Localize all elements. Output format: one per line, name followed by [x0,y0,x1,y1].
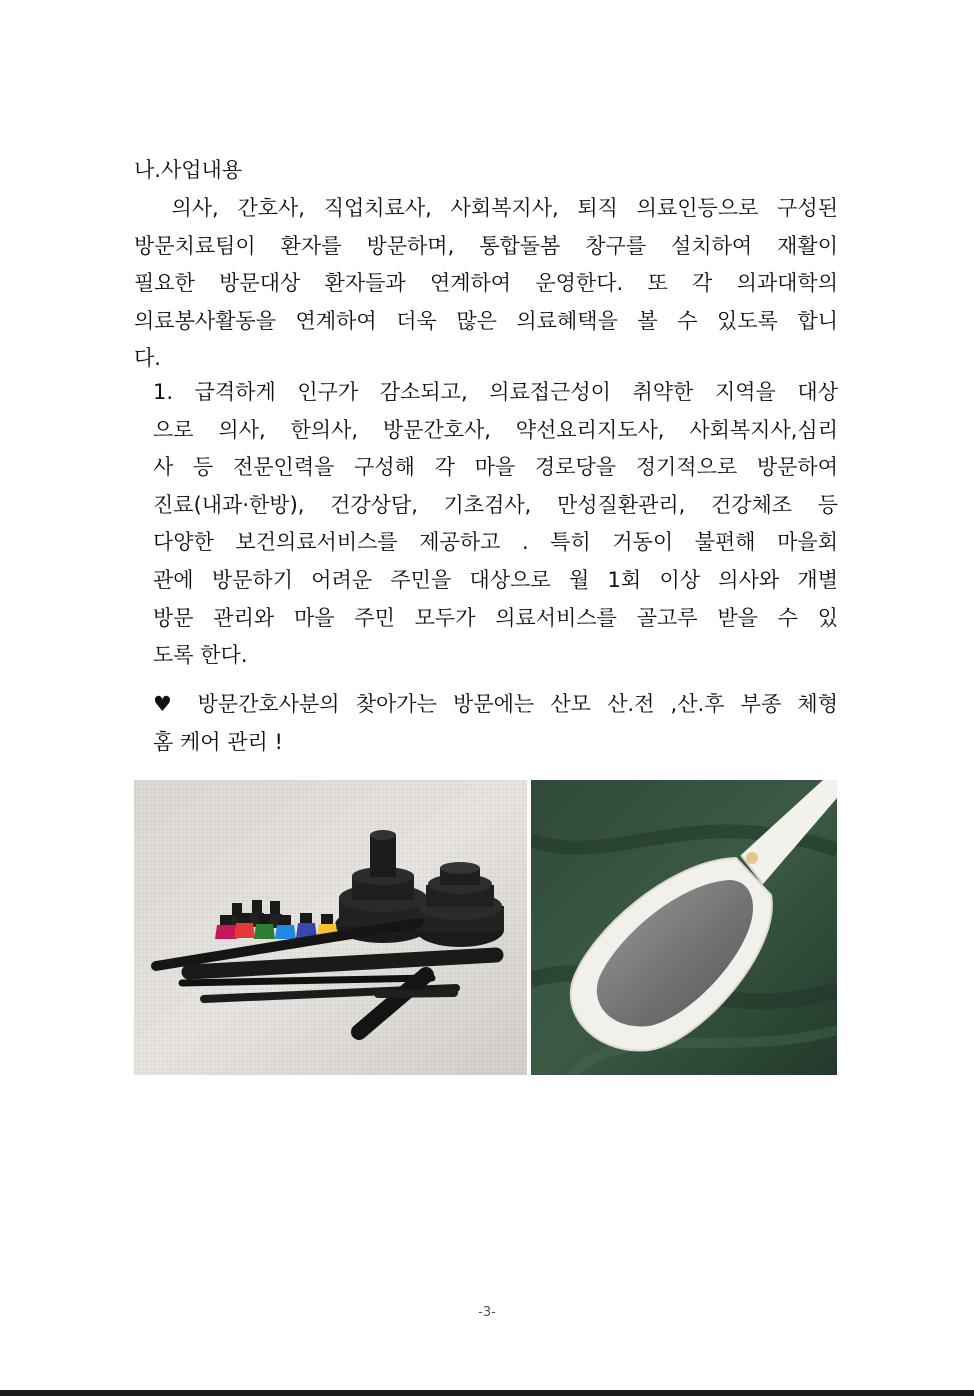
item-line: 다양한 보건의료서비스를 제공하고 . 특히 거동이 불편해 마을회 [153,530,838,555]
item-line: 도록 한다. [153,643,248,668]
paragraph-line: 의사, 간호사, 직업치료사, 사회복지사, 퇴직 의료인등으로 구성된 [134,196,838,220]
note-line: 홈 케어 관리 ! [153,729,283,754]
item-line: 방문 관리와 마을 주민 모두가 의료서비스를 골고루 받을 수 있 [153,605,838,630]
item-line: 사 등 전문인력을 구성해 각 마을 경로당을 정기적으로 방문하여 [153,455,838,480]
photo-row [134,780,837,1075]
care-device-photo [531,780,837,1075]
numbered-item-1 [153,374,838,675]
item-line: 관에 방문하기 어려운 주민을 대상으로 월 1회 이상 의사와 개별 [153,567,838,592]
page-number: -3- [478,1305,496,1320]
paragraph-line: 방문치료팀이 환자를 방문하며, 통합돌봄 창구를 설치하여 재활이 [134,233,838,258]
paragraph-line: 다. [134,346,161,370]
item-line: 1. 급격하게 인구가 감소되고, 의료접근성이 취약한 지역을 대상 [153,380,838,404]
care-note [153,686,838,761]
paragraph-line: 필요한 방문대상 환자들과 연계하여 운영한다. 또 각 의과대학의 [134,271,838,295]
item-line: 진료(내과·한방), 건강상담, 기초검사, 만성질환관리, 건강체조 등 [153,492,838,517]
section-heading: 나.사업내용 [134,158,243,182]
item-line: 으로 의사, 한의사, 방문간호사, 약선요리지도사, 사회복지사,심리 [153,417,838,442]
note-line: ♥ 방문간호사분의 찾아가는 방문에는 산모 산.전 ,산.후 부종 체형 [153,692,838,716]
paragraph-line: 의료봉사활동을 연계하여 더욱 많은 의료혜택을 볼 수 있도록 합니 [134,308,838,333]
intro-paragraph [134,190,838,378]
rehab-tools-photo [134,780,527,1075]
bottom-edge-bar [0,1390,974,1396]
